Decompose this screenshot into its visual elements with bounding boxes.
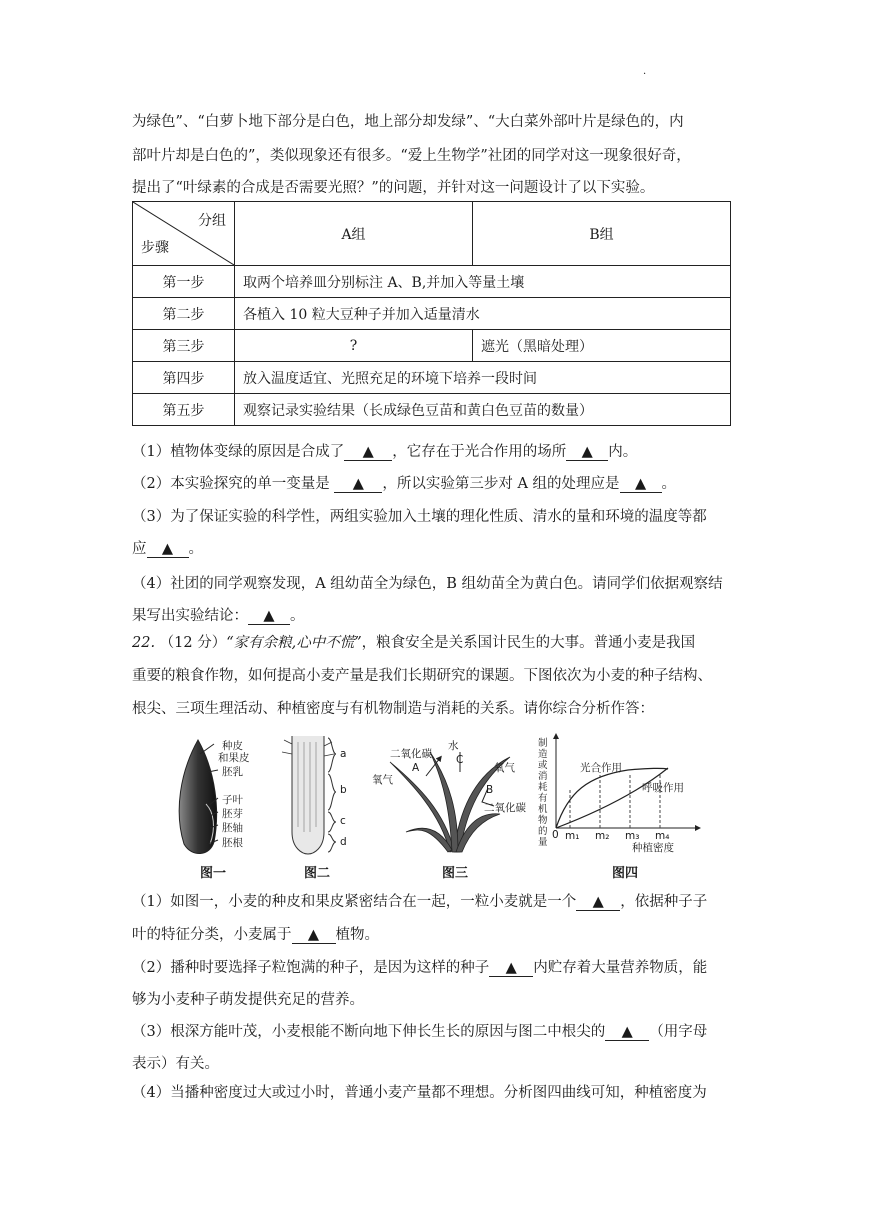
plant-label: 二氧化碳 bbox=[484, 802, 526, 814]
figure-4-graph bbox=[538, 732, 730, 882]
q22-1-text-a: （1）如图一，小麦的种皮和果皮紧密结合在一起，一粒小麦就是一个 bbox=[132, 894, 577, 910]
group-b-cell: 遮光（黑暗处理） bbox=[473, 330, 731, 362]
table-row bbox=[133, 330, 731, 362]
q21-3-text-a: 应 bbox=[132, 541, 147, 557]
q22-2-line-1 bbox=[132, 956, 707, 977]
q21-1-text-b: ，它存在于光合作用的场所 bbox=[392, 444, 567, 460]
figure-2-caption: 图二 bbox=[304, 866, 331, 881]
q22-line-3: 根尖、三项生理活动、种植密度与有机物制造与消耗的关系。请你综合分析作答： bbox=[132, 701, 654, 717]
table-row bbox=[133, 266, 731, 298]
answer-blank[interactable]: ▲ bbox=[576, 894, 620, 911]
q22-1-text-d: 植物。 bbox=[335, 927, 379, 943]
q22-1-line-1 bbox=[132, 890, 707, 911]
figure-3-caption: 图三 bbox=[442, 866, 469, 881]
table-row bbox=[133, 298, 731, 330]
root-zone-label: b bbox=[340, 784, 347, 796]
seed-label: 胚芽 bbox=[222, 808, 243, 820]
graph-tick: m₂ bbox=[595, 830, 610, 842]
q22-1-text-c: 叶的特征分类，小麦属于 bbox=[132, 927, 292, 943]
answer-blank[interactable]: ▲ bbox=[566, 444, 608, 461]
answer-blank[interactable]: ▲ bbox=[489, 960, 533, 977]
curve-label-respiration: 呼吸作用 bbox=[642, 782, 684, 794]
q21-1 bbox=[132, 440, 637, 461]
figures-row bbox=[170, 732, 730, 882]
intro-line-3: 提出了“叶绿素的合成是否需要光照？”的问题，并针对这一问题设计了以下实验。 bbox=[132, 180, 655, 196]
root-zone-label: a bbox=[340, 748, 347, 760]
q21-2-text-a: （2）本实验探究的单一变量是 bbox=[132, 476, 335, 492]
seed-label: 种皮 bbox=[222, 740, 243, 752]
answer-blank[interactable]: ▲ bbox=[292, 927, 336, 944]
q22-1-line-2 bbox=[132, 923, 379, 944]
intro-line-1: 为绿色”、“白萝卜地下部分是白色，地上部分却发绿”、“大白菜外部叶片是绿色的，内 bbox=[132, 114, 684, 130]
content-cell: 观察记录实验结果（长成绿色豆苗和黄白色豆苗的数量） bbox=[235, 394, 731, 426]
seed-label: 子叶 bbox=[222, 794, 243, 806]
graph-tick: m₁ bbox=[565, 830, 580, 842]
figure-3-plant bbox=[370, 732, 530, 882]
q22-2-text-a: （2）播种时要选择子粒饱满的种子，是因为这样的种子 bbox=[132, 960, 490, 976]
q22-line-1 bbox=[132, 631, 695, 652]
q22-1-text-b: ，依据种子子 bbox=[620, 894, 708, 910]
header-col-b: B组 bbox=[473, 202, 731, 266]
plant-label: 氧气 bbox=[372, 774, 393, 786]
q21-4-text-b: 。 bbox=[290, 608, 305, 624]
root-tip-drawing bbox=[278, 732, 348, 857]
q22-line-1-rest: ，粮食安全是关系国计民生的大事。普通小麦是我国 bbox=[361, 635, 696, 651]
header-group-label: 分组 bbox=[198, 213, 226, 229]
graph-tick: m₃ bbox=[625, 830, 640, 842]
group-a-cell: ? bbox=[235, 330, 473, 362]
step-cell: 第二步 bbox=[133, 298, 235, 330]
header-col-a: A组 bbox=[235, 202, 473, 266]
seed-label: 胚乳 bbox=[222, 766, 243, 778]
answer-blank[interactable]: ▲ bbox=[147, 541, 189, 558]
intro-line-2: 部叶片却是白色的”，类似现象还有很多。“爱上生物学”社团的同学对这一现象很好奇， bbox=[132, 148, 691, 164]
plant-label: A bbox=[412, 762, 420, 774]
q22-quote: “家有余粮,心中不慌” bbox=[226, 635, 362, 651]
seed-label: 和果皮 bbox=[218, 752, 250, 764]
q22-score: （12 分） bbox=[159, 635, 227, 651]
q21-1-text-c: 内。 bbox=[608, 444, 638, 460]
plant-label: C bbox=[456, 754, 464, 766]
q22-3-text-a: （3）根深方能叶茂，小麦根能不断向地下伸长生长的原因与图二中根尖的 bbox=[132, 1024, 606, 1040]
q22-4-line-1: （4）当播种密度过大或过小时，普通小麦产量都不理想。分析图四曲线可知，种植密度为 bbox=[132, 1085, 707, 1101]
q22-line-2: 重要的粮食作物，如何提高小麦产量是我们长期研究的课题。下图依次为小麦的种子结构、 bbox=[132, 668, 712, 684]
graph-x-label: 种植密度 bbox=[632, 842, 674, 854]
q21-4-line-2 bbox=[132, 604, 305, 625]
q21-4-text-a: 果写出实验结论： bbox=[132, 608, 248, 624]
q22-number: 22. bbox=[132, 635, 156, 651]
q21-2-text-c: 。 bbox=[661, 476, 677, 492]
step-cell: 第五步 bbox=[133, 394, 235, 426]
header-step-label: 步骤 bbox=[141, 240, 169, 256]
graph-origin: 0 bbox=[552, 829, 559, 841]
seed-label: 胚轴 bbox=[222, 822, 243, 834]
q22-3-line-1 bbox=[132, 1020, 707, 1041]
answer-blank[interactable]: ▲ bbox=[620, 476, 662, 493]
root-zone-label: d bbox=[340, 836, 347, 848]
plant-label: 二氧化碳 bbox=[390, 748, 432, 760]
q22-3-line-2: 表示）有关。 bbox=[132, 1056, 219, 1072]
content-cell: 取两个培养皿分别标注 A、B,并加入等量土壤 bbox=[235, 266, 731, 298]
q21-2 bbox=[132, 472, 676, 493]
figure-1-caption: 图一 bbox=[200, 866, 227, 881]
q21-2-text-b: ，所以实验第三步对 A 组的处理应是 bbox=[382, 476, 620, 492]
curve-label-photosynthesis: 光合作用 bbox=[580, 762, 622, 774]
content-cell: 各植入 10 粒大豆种子并加入适量清水 bbox=[235, 298, 731, 330]
q21-3-line-1: （3）为了保证实验的科学性，两组实验加入土壤的理化性质、清水的量和环境的温度等都 bbox=[132, 509, 707, 525]
q21-3-text-b: 。 bbox=[188, 541, 203, 557]
step-cell: 第一步 bbox=[133, 266, 235, 298]
q22-3-text-b: （用字母 bbox=[649, 1024, 708, 1040]
plant-label: 水 bbox=[448, 740, 459, 752]
q22-2-line-2: 够为小麦种子萌发提供充足的营养。 bbox=[132, 992, 364, 1008]
seed-label: 胚根 bbox=[222, 837, 243, 849]
table-row bbox=[133, 362, 731, 394]
q21-1-text-a: （1）植物体变绿的原因是合成了 bbox=[132, 444, 345, 460]
answer-blank[interactable]: ▲ bbox=[605, 1024, 649, 1041]
table-row bbox=[133, 394, 731, 426]
plant-label: B bbox=[486, 784, 494, 796]
graph-tick: m₄ bbox=[655, 830, 670, 842]
answer-blank[interactable]: ▲ bbox=[344, 444, 392, 461]
q21-3-line-2 bbox=[132, 537, 203, 558]
experiment-table bbox=[132, 201, 731, 426]
graph-y-label: 制造或消耗有机物的量 bbox=[538, 738, 548, 848]
q21-4-line-1: （4）社团的同学观察发现，A 组幼苗全为绿色，B 组幼苗全为黄白色。请同学们依据观察结 bbox=[132, 576, 723, 592]
figure-1-seed bbox=[170, 732, 270, 882]
table-header-row bbox=[133, 202, 731, 266]
figure-4-caption: 图四 bbox=[612, 866, 639, 881]
q22-2-text-b: 内贮存着大量营养物质，能 bbox=[533, 960, 708, 976]
content-cell: 放入温度适宜、光照充足的环境下培养一段时间 bbox=[235, 362, 731, 394]
answer-blank[interactable]: ▲ bbox=[248, 608, 290, 625]
answer-blank[interactable]: ▲ bbox=[334, 476, 382, 493]
step-cell: 第三步 bbox=[133, 330, 235, 362]
root-zone-label: c bbox=[340, 815, 346, 827]
header-dot: . bbox=[643, 66, 647, 77]
plant-label: 氧气 bbox=[494, 762, 515, 774]
table-corner-cell bbox=[133, 202, 235, 266]
step-cell: 第四步 bbox=[133, 362, 235, 394]
figure-2-root-tip bbox=[278, 732, 368, 882]
